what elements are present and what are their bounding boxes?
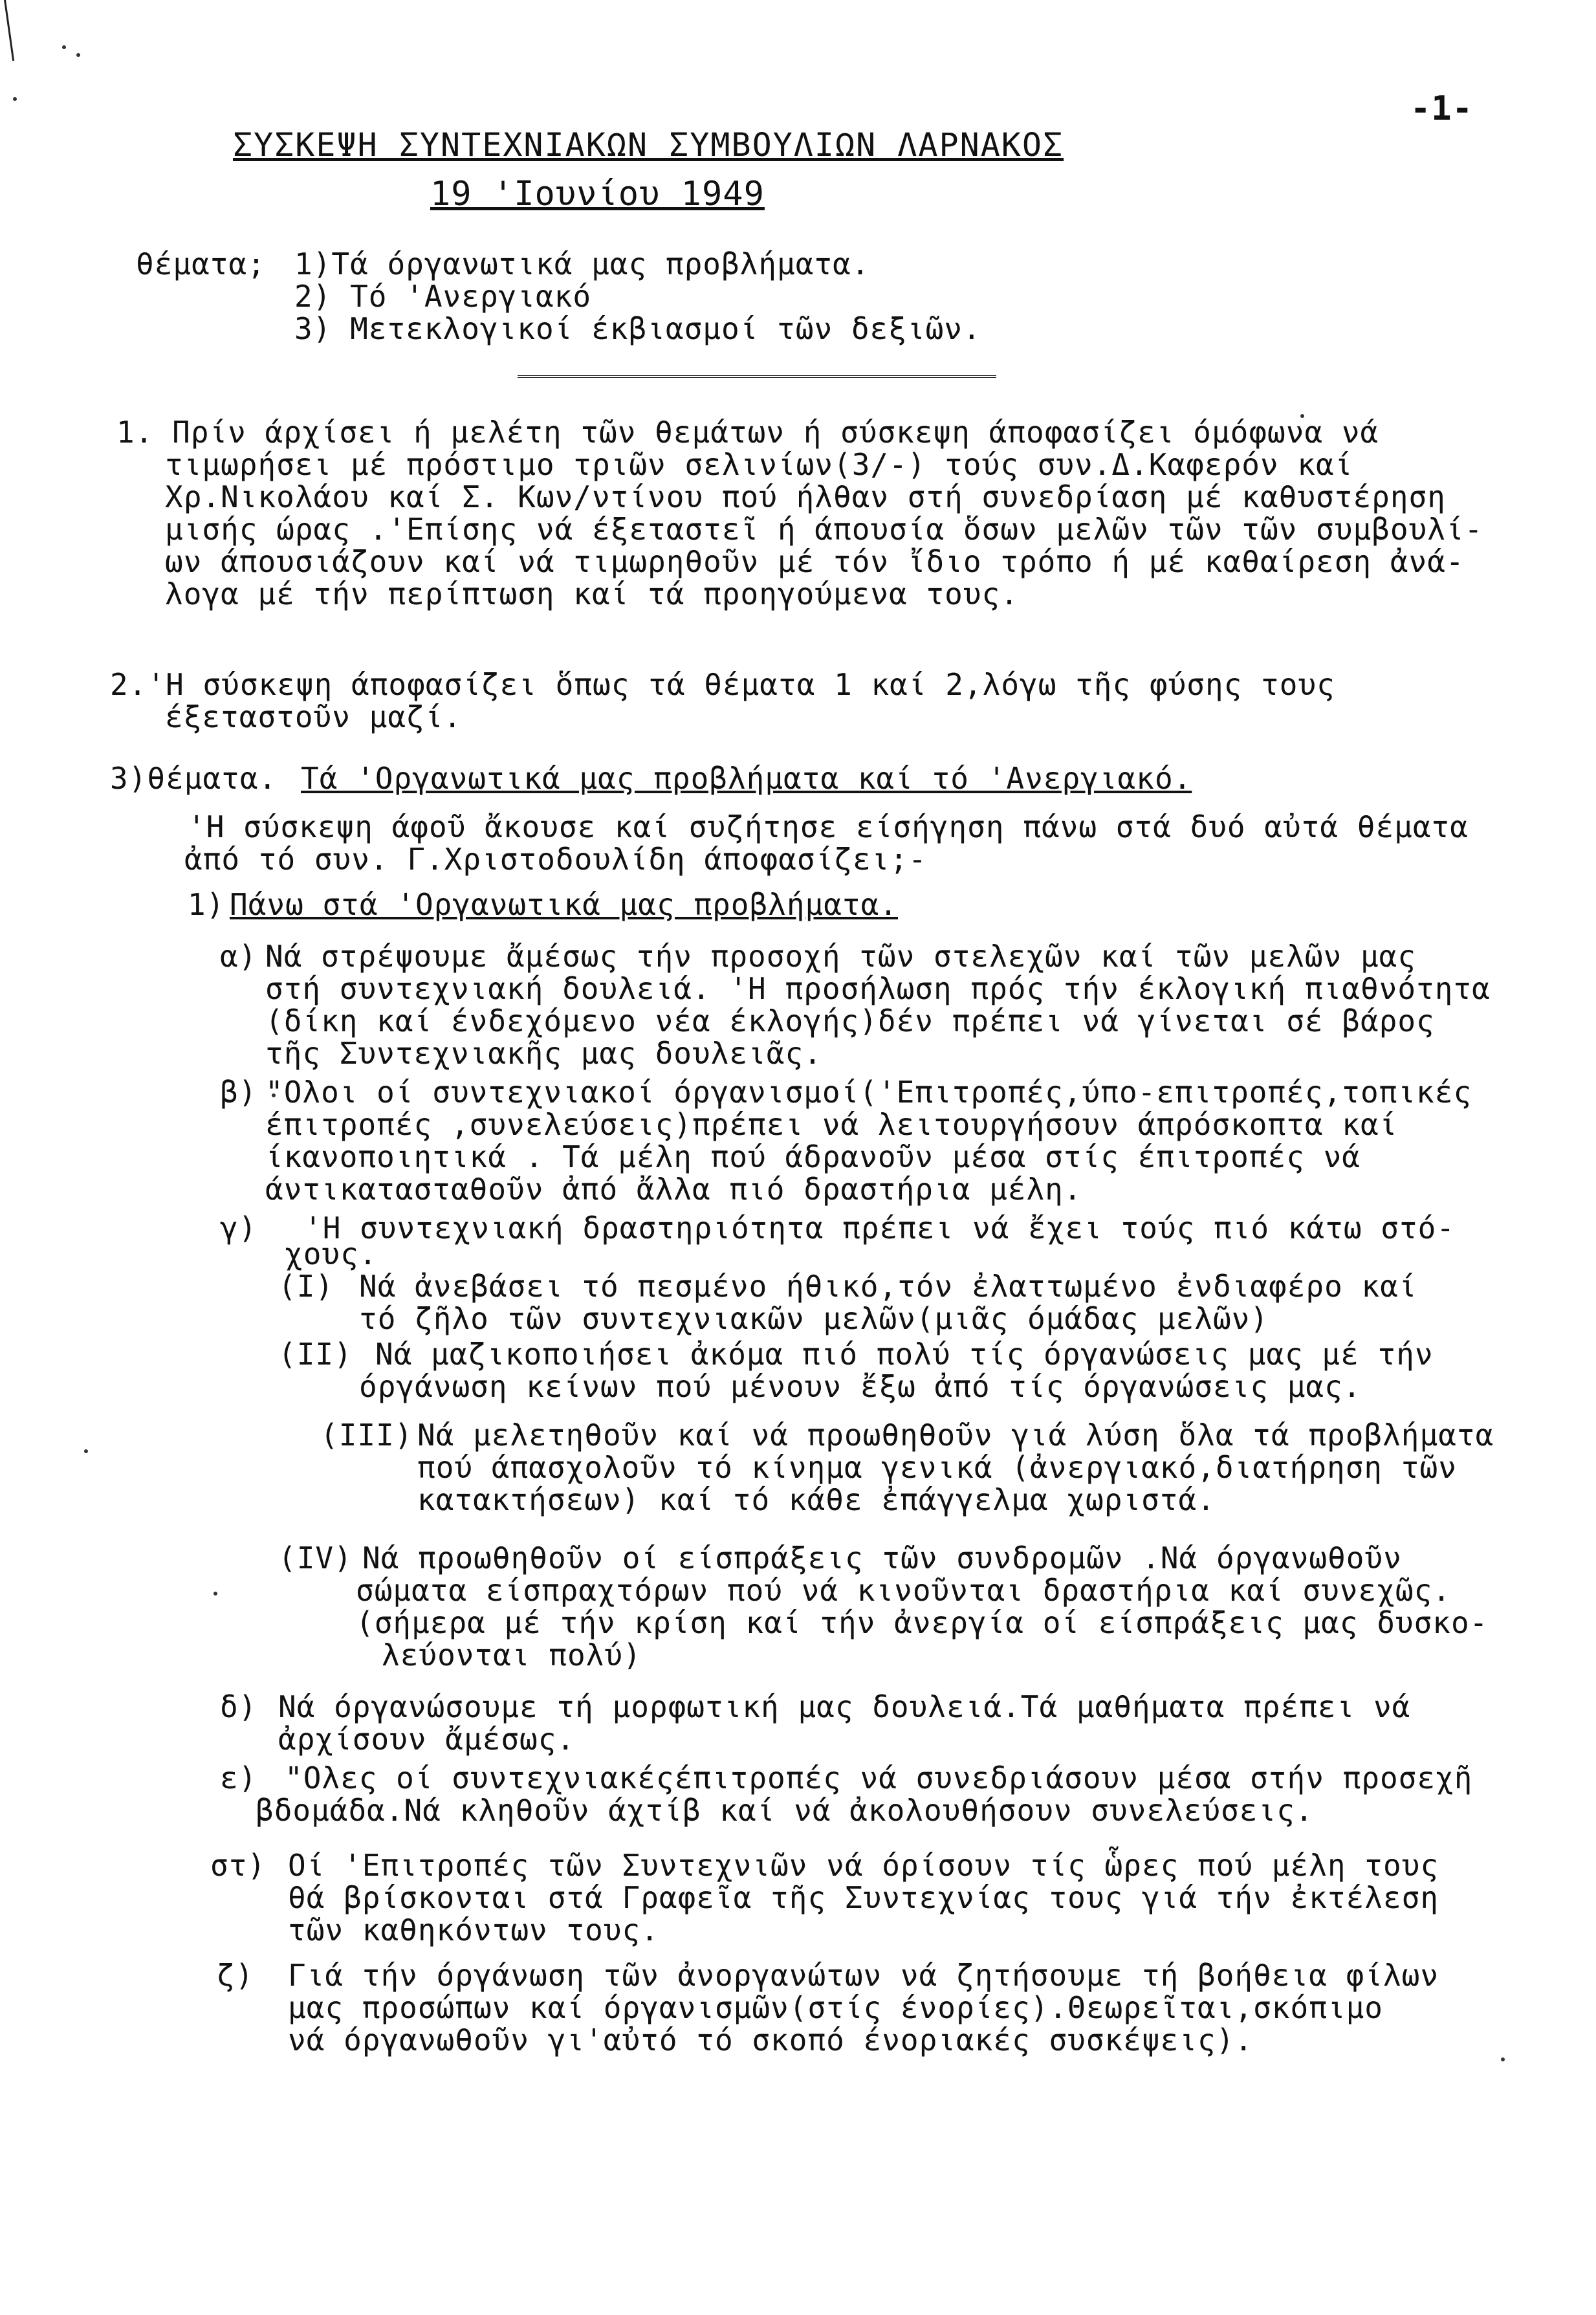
roman-line: λεύονται πολύ) [382,1638,642,1673]
topics-label: θέματα; [136,247,266,281]
roman-marker: (IV) [278,1541,353,1575]
item-marker: β) [220,1075,257,1110]
document-date: 19 'Ιουνίου 1949 [430,175,765,214]
item-line: ίκανοποιητικά . Τά μέλη πού άδρανοῦν μέσα στίς έπιτροπές νά [265,1139,1361,1174]
item-line: "Ολοι οί συντεχνιακοί όργανισμοί('Επιτροπές,ύπο-επιτροπές,τοπικές [265,1075,1472,1110]
section2-line: έξεταστοῦν μαζί. [165,699,463,734]
item-line: άντικατασταθοῦν ἀπό ἄλλα πιό δραστήρια μέλη. [265,1172,1082,1207]
item-line: 'Η συντεχνιακή δραστηριότητα πρέπει νά ἔχει τούς πιό κάτω στό- [304,1211,1456,1245]
section1-line: Χρ.Νικολάου καί Σ. Κων/ντίνου πού ήλθαν στή συνεδρίαση μέ καθυστέρηση [165,479,1446,514]
item-line: έπιτροπές ,συνελεύσεις)πρέπει νά λειτουργήσουν άπρόσκοπτα καί [265,1107,1398,1142]
section3-prefix: 3)θέματα. [110,761,278,796]
ink-speck [76,53,80,57]
section3-heading: Τά 'Οργανωτικά μας προβλήματα καί τό 'Ανεργιακό. [301,761,1192,796]
roman-marker: (I) [278,1269,334,1304]
item-marker: ε) [220,1761,257,1795]
roman-line: πού άπασχολοῦν τό κίνημα γενικά (ἀνεργιακό,διατήρηση τῶν [417,1450,1457,1485]
roman-line: Νά μελετηθοῦν καί νά προωθηθοῦν γιά λύση ὅλα τά προβλήματα [417,1418,1494,1453]
ink-speck [213,1592,217,1596]
item-line: Νά όργανώσουμε τή μορφωτική μας δουλειά.Τά μαθήματα πρέπει νά [278,1689,1411,1724]
item-line: (δίκη καί ένδεχόμενο νέα έκλογής)δέν πρέπει νά γίνεται σέ βάρος [265,1004,1435,1038]
roman-line: όργάνωση κείνων πού μένουν ἔξω ἀπό τίς όργανώσεις μας. [359,1369,1362,1404]
subsection-label: 1) [188,887,225,922]
roman-marker: (II) [278,1337,353,1372]
topic-item-1: 1)Τά όργανωτικά μας προβλήματα. [294,247,870,281]
roman-line: Νά προωθηθοῦν οί είσπράξεις τῶν συνδρομῶν .Νά όργανωθοῦν [362,1541,1402,1575]
item-marker: γ) [220,1211,257,1245]
item-line: στή συντεχνιακή δουλειά. 'Η προσήλωση πρός τήν έκλογική πιαθνότητα [265,971,1491,1006]
section2-line: 2.'Η σύσκεψη άποφασίζει ὅπως τά θέματα 1 καί 2,λόγω τῆς φύσης τους [110,667,1335,702]
section1-line: μισής ώρας .'Επίσης νά έξεταστεῖ ή άπουσία ὅσων μελῶν τῶν τῶν συμβουλί- [165,512,1483,547]
topic-item-2: 2) Τό 'Ανεργιακό [294,279,592,314]
roman-line: Νά ἀνεβάσει τό πεσμένο ήθικό,τόν ἐλαττωμένο ἐνδιαφέρο καί [359,1269,1417,1304]
ink-speck [13,97,17,101]
roman-marker: (III) [320,1418,413,1453]
item-marker: ζ) [217,1958,254,1993]
roman-line: (σήμερα μέ τήν κρίση καί τήν ἀνεργία οί είσπράξεις μας δυσκο- [356,1605,1489,1640]
item-line: Γιά τήν όργάνωση τῶν ἀνοργανώτων νά ζητήσουμε τή βοήθεια φίλων [288,1958,1439,1993]
item-marker: α) [220,939,257,974]
item-marker: στ) [210,1848,267,1883]
item-line: νά όργανωθοῦν γι'αὐτό τό σκοπό ένοριακές συσκέψεις). [288,2023,1254,2057]
page-edge-mark [4,0,14,61]
item-line: Νά στρέψουμε ἄμέσως τήν προσοχή τῶν στελεχῶν καί τῶν μελῶν μας [265,939,1417,974]
roman-line: σώματα είσπραχτόρων πού νά κινοῦνται δραστήρια καί συνεχῶς. [356,1573,1451,1608]
item-line: βδομάδα.Νά κληθοῦν άχτίβ καί νά ἀκολουθήσουν συνελεύσεις. [256,1793,1314,1828]
roman-line: Νά μαζικοποιήσει ἀκόμα πιό πολύ τίς όργανώσεις μας μέ τήν [375,1337,1434,1372]
item-line: τῆς Συντεχνιακῆς μας δουλειᾶς. [265,1036,822,1071]
item-line: θά βρίσκονται στά Γραφεῖα τῆς Συντεχνίας τους γιά τήν ἐκτέλεση [288,1880,1439,1915]
roman-line: κατακτήσεων) καί τό κάθε ἐπάγγελμα χωριστά. [417,1482,1216,1517]
section3-intro-line: 'Η σύσκεψη άφοῦ ἄκουσε καί συζήτησε είσήγηση πάνω στά δυό αὐτά θέματα [188,809,1469,844]
item-line: "Ολες οί συντεχνιακέςέπιτροπές νά συνεδριάσουν μέσα στήν προσεχῆ [285,1761,1473,1795]
roman-line: τό ζῆλο τῶν συντεχνιακῶν μελῶν(μιᾶς όμάδας μελῶν) [359,1301,1269,1336]
item-marker: δ) [220,1689,257,1724]
subsection-heading: Πάνω στά 'Οργανωτικά μας προβλήματα. [230,887,898,922]
document-title: ΣΥΣΚΕΨΗ ΣΥΝΤΕΧΝΙΑΚΩΝ ΣΥΜΒΟΥΛΙΩΝ ΛΑΡΝΑΚΟΣ [233,126,1064,164]
item-line: ἀρχίσουν ἄμέσως. [278,1722,576,1757]
section1-line: τιμωρήσει μέ πρόστιμο τριῶν σελινίων(3/-) τούς συν.Δ.Καφερόν καί [165,447,1353,482]
item-line: τῶν καθηκόντων τους. [288,1913,659,1947]
ink-speck [1501,2057,1505,2061]
page-number: -1- [1410,89,1473,128]
separator-rule [518,375,996,378]
item-line: χους. [285,1236,378,1271]
item-line: μας προσώπων καί όργανισμῶν(στίς ένορίες).Θεωρεῖται,σκόπιμο [288,1990,1383,2025]
section1-line: ων άπουσιάζουν καί νά τιμωρηθοῦν μέ τόν ἴδιο τρόπο ή μέ καθαίρεση ἀνά- [165,544,1465,579]
ink-speck [84,1449,88,1453]
section3-intro-line: ἀπό τό συν. Γ.Χριστοδουλίδη άποφασίζει;- [184,842,927,877]
item-line: Οί 'Επιτροπές τῶν Συντεχνιῶν νά όρίσουν τίς ὧρες πού μέλη τους [288,1848,1439,1883]
ink-speck [62,45,66,49]
section1-line: λογα μέ τήν περίπτωση καί τά προηγούμενα τους. [165,576,1019,611]
section1-line: 1. Πρίν άρχίσει ή μελέτη τῶν θεμάτων ή σύσκεψη άποφασίζει όμόφωνα νά [116,415,1379,450]
topic-item-3: 3) Μετεκλογικοί έκβιασμοί τῶν δεξιῶν. [294,311,981,346]
